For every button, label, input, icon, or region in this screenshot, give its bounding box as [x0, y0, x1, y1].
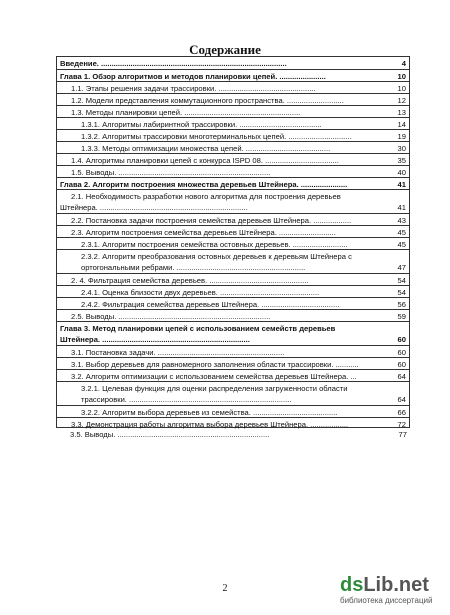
toc-entry-text: Глава 2. Алгоритм построения множества деревьев Штейнера. ...................... — [60, 180, 348, 189]
toc-entry-page: 66 — [397, 408, 406, 417]
toc-entry-text: 1.5. Выводы. ........................................................................ — [71, 168, 271, 177]
toc-entry-page: 13 — [397, 108, 406, 117]
toc-entry-text: Глава 3. Метод планировки цепей с использованием семейств деревьев — [60, 324, 336, 333]
toc-row — [57, 357, 409, 369]
toc-entry-text: 3.2.1. Целевая функция для оценки распределения загруженности области — [81, 384, 348, 393]
toc-entry-text: 2. 4. Фильтрация семейства деревьев. ............................................... — [71, 276, 309, 285]
page-number: 2 — [222, 583, 228, 594]
toc-row-chapter-3 — [57, 321, 409, 333]
toc-entry-page: 40 — [397, 168, 406, 177]
toc-entry-page: 60 — [397, 335, 406, 344]
toc-row — [57, 345, 409, 357]
toc-row — [57, 273, 409, 285]
toc-entry-text: Штейнера. ...................................................................... — [60, 335, 250, 344]
toc-entry-page: 45 — [397, 228, 406, 237]
toc-row — [57, 153, 409, 165]
toc-entry-page: 72 — [397, 420, 406, 429]
toc-entry-page: 56 — [397, 300, 406, 309]
toc-entry-text: 1.3. Методы планировки цепей. ....................................................... — [71, 108, 301, 117]
toc-table — [56, 56, 410, 428]
toc-entry-page: 30 — [397, 144, 406, 153]
logo-left: ds — [340, 574, 364, 596]
toc-entry-text: 2.5. Выводы. ........................................................................ — [71, 312, 271, 321]
toc-entry-page: 60 — [397, 348, 406, 357]
toc-row — [57, 225, 409, 237]
toc-entry-page: 64 — [397, 372, 406, 381]
toc-row — [57, 285, 409, 297]
toc-entry-text: 2.3.2. Алгоритм преобразования остовных деревьев к деревьям Штейнера с — [81, 252, 352, 261]
toc-row — [57, 237, 409, 249]
toc-entry-page: 77 — [398, 430, 407, 439]
toc-entry-text: 1.1. Этапы решения задачи трассировки. .............................................. — [71, 84, 316, 93]
toc-entry-text: ортогональными ребрами. ............................................................. — [81, 263, 306, 272]
toc-entry-text: 3.2.2. Алгоритм выбора деревьев из семейства. ........................................ — [81, 408, 338, 417]
toc-row — [57, 129, 409, 141]
toc-row — [57, 189, 409, 201]
toc-entry-text: 2.2. Постановка задачи построения семейства деревьев Штейнера. .................. — [71, 216, 352, 225]
toc-entry-page: 43 — [397, 216, 406, 225]
toc-entry-text: Штейнера. ...................................................................... — [60, 203, 248, 212]
toc-entry-page: 41 — [397, 180, 406, 189]
toc-row — [57, 405, 409, 417]
toc-entry-page: 35 — [397, 156, 406, 165]
page-title: Содержание — [189, 42, 261, 57]
toc-entry-text: 2.3.1. Алгоритм построения семейства остовных деревьев. .......................... — [81, 240, 348, 249]
toc-row — [57, 81, 409, 93]
toc-entry-text: 3.3. Демонстрация работы алгоритма выбора деревьев Штейнера. .................. — [71, 420, 349, 429]
toc-entry-page: 10 — [397, 72, 406, 81]
toc-entry-page: 64 — [397, 395, 406, 404]
toc-row — [57, 93, 409, 105]
toc-entry-page: 4 — [401, 59, 406, 68]
toc-entry-page: 54 — [397, 288, 406, 297]
toc-entry-text: Введение. ........................................................................................ — [60, 59, 287, 68]
toc-entry-page: 10 — [397, 84, 406, 93]
toc-entry-page: 19 — [397, 132, 406, 141]
toc-entry-text: 1.3.1. Алгоритмы лабиринтной трассировки. ....................................... — [81, 120, 322, 129]
toc-row — [57, 417, 409, 429]
toc-entry-page: 12 — [397, 96, 406, 105]
toc-entry-text: 1.3.3. Методы оптимизации множества цепей. ........................................ — [81, 144, 331, 153]
toc-entry-page: 41 — [397, 203, 406, 212]
logo-tagline: библиотека диссертаций — [340, 596, 433, 605]
toc-entry-text: 2.3. Алгоритм построения семейства деревьев Штейнера. ........................... — [71, 228, 336, 237]
toc-entry-page: 14 — [397, 120, 406, 129]
toc-entry-text: 1.3.2. Алгоритмы трассировки многотерминальных цепей. .............................. — [81, 132, 352, 141]
watermark-logo[interactable] — [340, 575, 448, 613]
toc-row — [57, 369, 409, 381]
toc-row — [57, 309, 409, 321]
toc-entry-page: 60 — [397, 360, 406, 369]
toc-row — [57, 141, 409, 153]
toc-entry-page: 54 — [397, 276, 406, 285]
toc-row — [57, 213, 409, 225]
toc-entry-text: 3.1. Выбор деревьев для равномерного заполнения области трассировки. ........... — [71, 360, 359, 369]
toc-row-chapter-2 — [57, 177, 409, 189]
toc-row-chapter-1 — [57, 69, 409, 81]
toc-row — [57, 297, 409, 309]
toc-row — [57, 117, 409, 129]
toc-entry-text: 2.1. Необходимость разработки нового алгоритма для построения деревьев — [71, 192, 341, 201]
toc-row — [57, 381, 409, 393]
logo-right: Lib.net — [363, 574, 429, 596]
logo-text — [340, 575, 448, 595]
toc-entry-page: 59 — [397, 312, 406, 321]
toc-entry-text: 1.2. Модели представления коммутационного пространства. ........................... — [71, 96, 344, 105]
toc-entry-text: 3.1. Постановка задачи. ............................................................ — [71, 348, 285, 357]
toc-entry-text: 3.2. Алгоритм оптимизации с использованием семейства деревьев Штейнера. ... — [71, 372, 357, 381]
toc-entry-text: трассировки. ............................................................................. — [81, 395, 292, 404]
toc-row — [57, 105, 409, 117]
toc-entry-page: 45 — [397, 240, 406, 249]
toc-entry-text: Глава 1. Обзор алгоритмов и методов планировки цепей. ...................... — [60, 72, 326, 81]
toc-entry-page: 47 — [397, 263, 406, 272]
toc-entry-text: 1.4. Алгоритмы планировки цепей с конкурса ISPD 08. ................................... — [71, 156, 339, 165]
toc-entry-text: 2.4.2. Фильтрация семейства деревьев Штейнера. ..................................... — [81, 300, 340, 309]
toc-entry-text: 2.4.1. Оценка близости двух деревьев. ............................................... — [81, 288, 320, 297]
toc-entry-text: 3.5. Выводы. ........................................................................ — [70, 430, 270, 439]
toc-row — [57, 249, 409, 261]
toc-row — [57, 165, 409, 177]
